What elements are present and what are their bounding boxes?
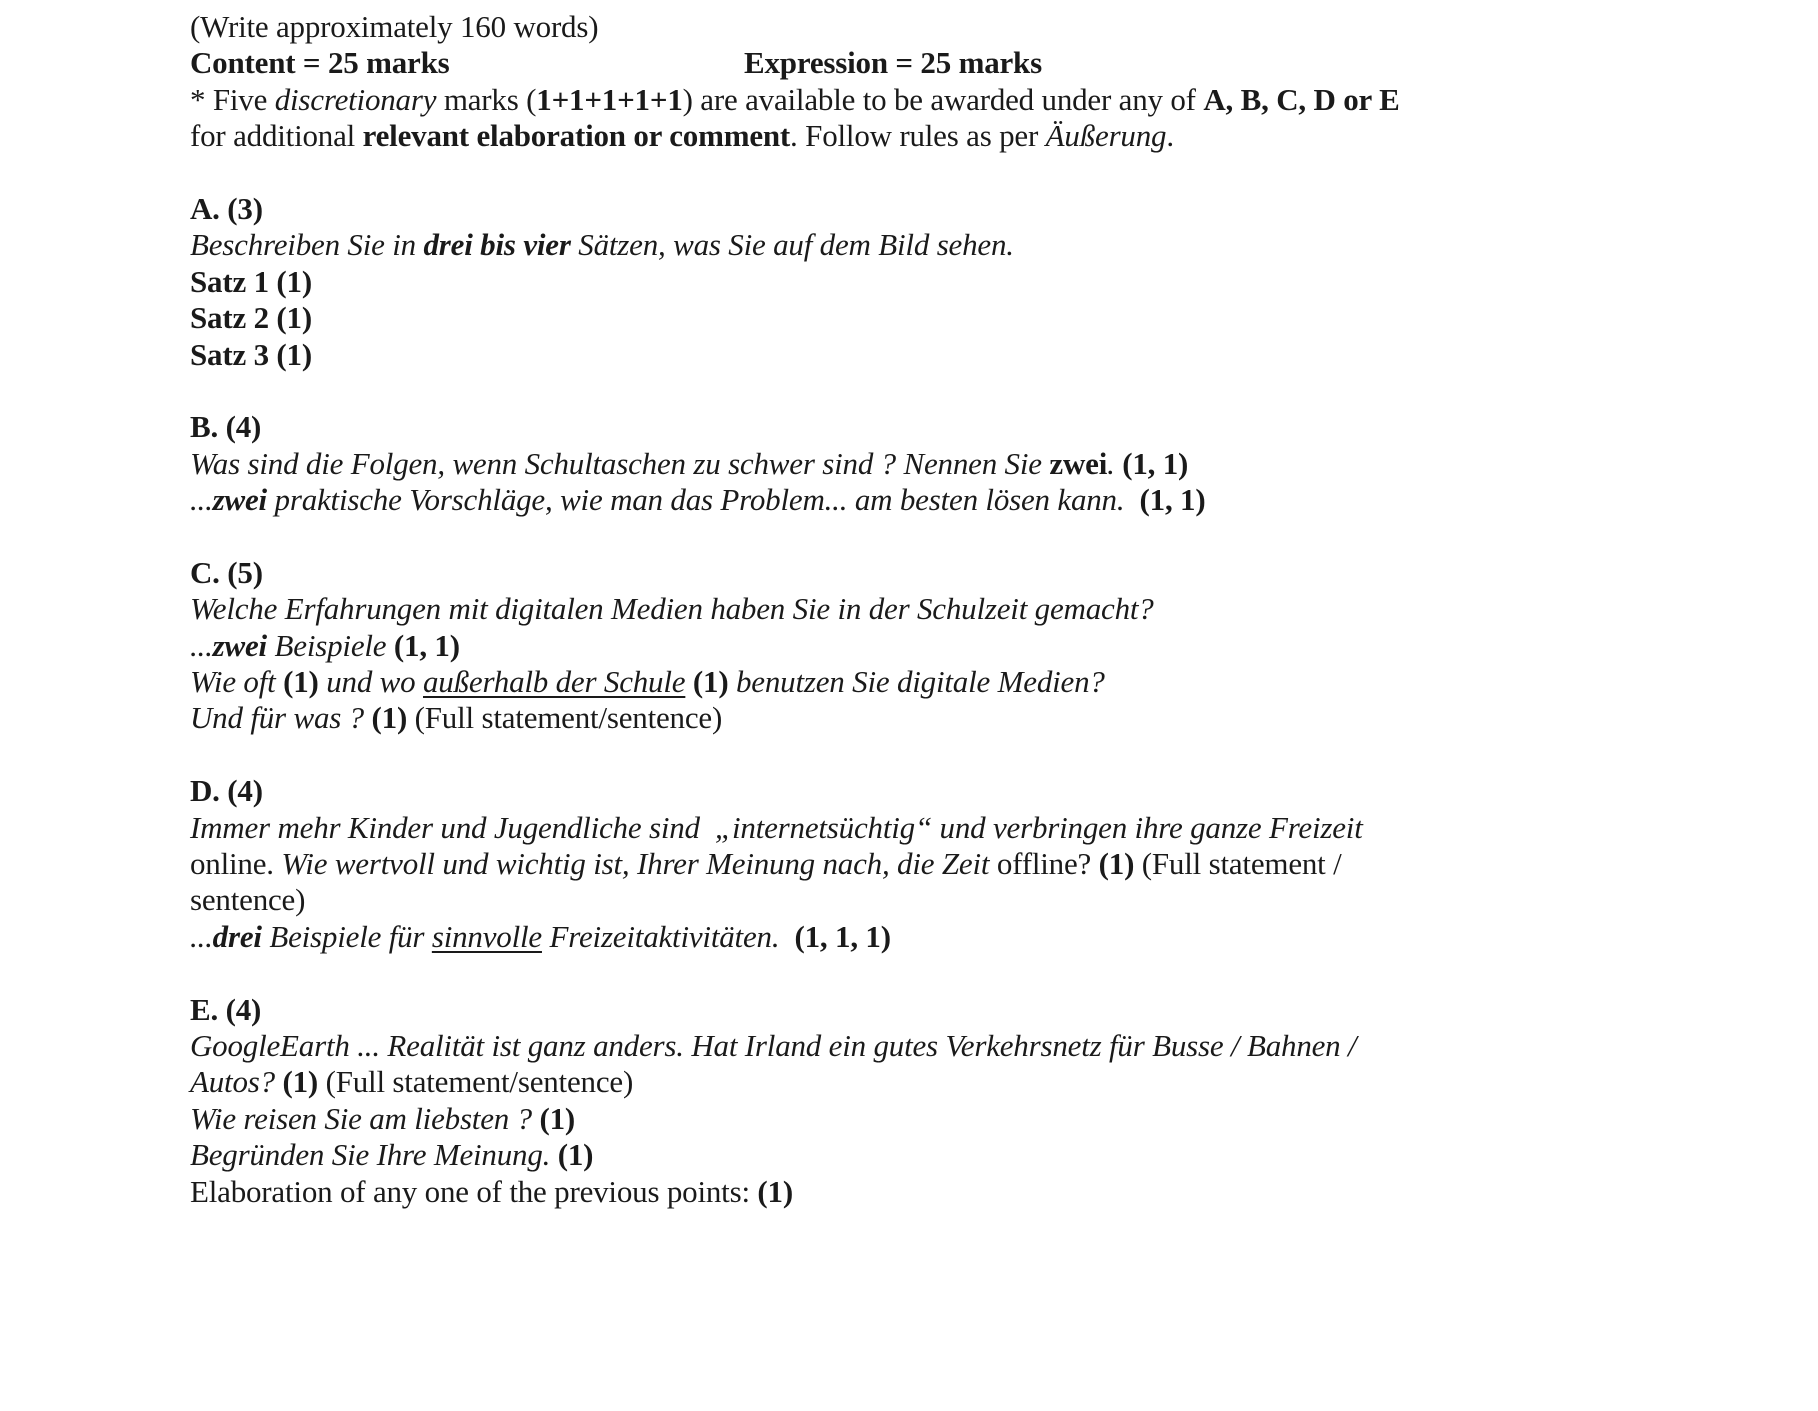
- section-line: [190, 700, 1730, 736]
- text-underlined-italic: außerhalb der Schule: [423, 664, 686, 700]
- text: for additional: [190, 118, 363, 154]
- section-line: [190, 664, 1730, 700]
- list-item: Satz 1 (1): [190, 263, 312, 299]
- mark-allocation: (1, 1): [393, 627, 460, 663]
- text-italic: Wie oft: [190, 664, 284, 700]
- section-heading: D. (4): [190, 773, 263, 809]
- section-line: [190, 1137, 1730, 1173]
- mark-allocation: (1): [274, 1064, 319, 1100]
- text-italic: .: [1107, 445, 1123, 481]
- section-line: [190, 846, 1730, 882]
- text-italic: Begründen Sie Ihre Meinung.: [190, 1137, 551, 1173]
- text-italic: discretionary: [274, 81, 437, 117]
- text: (Full statement/sentence): [407, 700, 723, 736]
- text-italic: benutzen Sie digitale Medien?: [728, 664, 1105, 700]
- spacer: [190, 955, 1730, 991]
- text-bold: drei bis vier: [423, 227, 571, 263]
- word-count-note: (Write approximately 160 words): [190, 9, 599, 44]
- discretionary-marks-line-2: [190, 118, 1730, 154]
- text-italic: Freizeitaktivitäten.: [541, 918, 780, 954]
- text: marks (: [436, 81, 537, 117]
- text-italic: ...: [190, 627, 213, 663]
- text: (Full statement/sentence): [318, 1064, 634, 1100]
- section-heading: B. (4): [190, 409, 262, 445]
- mark-allocation: (1): [539, 1100, 576, 1136]
- mark-allocation: (1): [283, 664, 319, 700]
- text-italic: ...: [190, 918, 213, 954]
- text-italic: praktische Vorschläge, wie man das Problem... am besten lösen kann.: [266, 482, 1125, 518]
- text: ) are available to be awarded under any of: [682, 81, 1204, 117]
- section-line: sentence): [190, 882, 306, 918]
- text-italic: Was sind die Folgen, wenn Schultaschen zu schwer sind ? Nennen Sie: [190, 445, 1050, 481]
- section-heading: A. (3): [190, 190, 263, 226]
- text: offline?: [989, 845, 1099, 881]
- marks-summary-row: [190, 45, 1730, 81]
- mark-allocation: (1): [550, 1137, 594, 1173]
- section-line: [190, 919, 1730, 955]
- spacer: [190, 373, 1730, 409]
- text-bold: relevant elaboration or comment: [362, 118, 791, 154]
- text-italic: Und für was ?: [190, 700, 372, 736]
- text: .: [1166, 118, 1174, 154]
- section-heading: C. (5): [190, 554, 263, 590]
- mark-allocation: (1): [371, 700, 408, 736]
- mark-allocation: (1, 1, 1): [779, 918, 891, 954]
- section-line: [190, 1174, 1730, 1210]
- mark-allocation: (1): [692, 664, 729, 700]
- text-bold-italic: zwei: [212, 482, 267, 518]
- text-italic: ...: [190, 482, 213, 518]
- discretionary-marks-line-1: [190, 82, 1730, 118]
- text: . Follow rules as per: [790, 118, 1046, 154]
- section-a: [190, 191, 1730, 373]
- spacer: [190, 518, 1730, 554]
- text: (Full statement /: [1134, 845, 1342, 881]
- text-italic: Wie wertvoll und wichtig ist, Ihrer Meinung nach, die Zeit: [281, 845, 990, 881]
- text-bold: A, B, C, D or E: [1203, 81, 1400, 117]
- text: online.: [190, 845, 282, 881]
- section-line: [190, 446, 1730, 482]
- text-italic: Autos?: [190, 1064, 275, 1100]
- section-line: Immer mehr Kinder und Jugendliche sind „internetsüchtig“ und verbringen ihre ganze Freizeit: [190, 809, 1363, 845]
- section-prompt: [190, 227, 1730, 263]
- text: Sätzen, was Sie auf dem Bild sehen.: [570, 227, 1014, 263]
- section-c: [190, 555, 1730, 737]
- text: Elaboration of any one of the previous points:: [190, 1173, 758, 1209]
- expression-marks: Expression = 25 marks: [744, 45, 1042, 81]
- spacer: [190, 155, 1730, 191]
- text-italic: und wo: [318, 664, 423, 700]
- text: * Five: [190, 81, 275, 117]
- text-italic: Beispiele: [266, 627, 394, 663]
- section-e: [190, 992, 1730, 1210]
- text: [685, 664, 693, 699]
- mark-allocation: (1, 1): [1124, 482, 1206, 518]
- list-item: Satz 2 (1): [190, 300, 312, 336]
- text-bold-italic: drei: [212, 918, 262, 954]
- content-marks: Content = 25 marks: [190, 45, 450, 81]
- text-underlined-italic: sinnvolle: [431, 918, 542, 954]
- text-bold: 1+1+1+1+1: [536, 81, 683, 117]
- section-heading: E. (4): [190, 991, 262, 1027]
- list-item: Satz 3 (1): [190, 336, 312, 372]
- marking-scheme-page: [190, 9, 1730, 1210]
- section-line: GoogleEarth ... Realität ist ganz anders. Hat Irland ein gutes Verkehrsnetz für Busse / Bahnen /: [190, 1027, 1357, 1063]
- section-line: [190, 482, 1730, 518]
- section-line: [190, 628, 1730, 664]
- section-line: [190, 1064, 1730, 1100]
- spacer: [190, 737, 1730, 773]
- text-bold-italic: zwei: [212, 627, 267, 663]
- text-italic: Äußerung: [1045, 118, 1167, 154]
- text: Beschreiben Sie in: [190, 227, 424, 263]
- section-line: [190, 1101, 1730, 1137]
- mark-allocation: (1, 1): [1122, 445, 1189, 481]
- text-italic: Wie reisen Sie am liebsten ?: [190, 1100, 540, 1136]
- text-italic: Beispiele für: [261, 918, 432, 954]
- section-line: Welche Erfahrungen mit digitalen Medien haben Sie in der Schulzeit gemacht?: [190, 591, 1154, 627]
- mark-allocation: (1): [757, 1173, 793, 1209]
- section-d: [190, 773, 1730, 955]
- section-b: [190, 409, 1730, 518]
- text-bold: zwei: [1049, 445, 1108, 481]
- mark-allocation: (1): [1098, 845, 1135, 881]
